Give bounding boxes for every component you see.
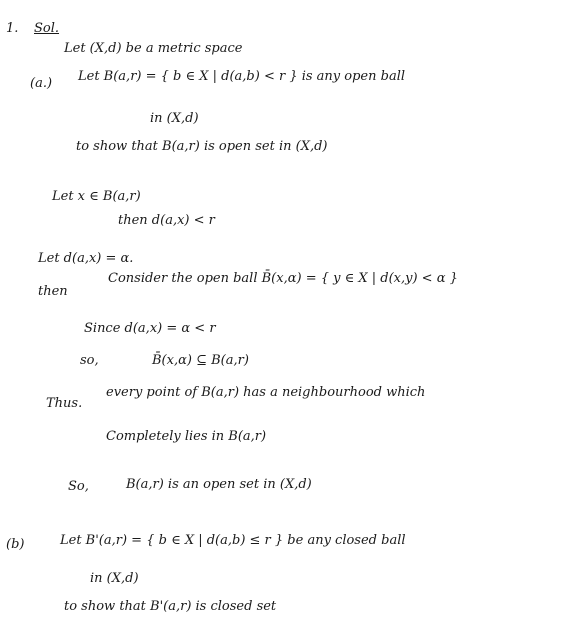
text-line: B̄(x,α) ⊆ B(a,r) [152,353,249,368]
text-line: So, [68,479,89,494]
text-line: B(a,r) is an open set in (X,d) [126,477,312,492]
text-line: then d(a,x) < r [118,213,215,228]
text-line: then [38,284,68,299]
part-label: (a.) [30,76,53,91]
part-label: (b) [6,537,25,552]
text-line: Completely lies in B(a,r) [106,429,267,444]
text-line: Let x ∈ B(a,r) [52,189,141,204]
text-line: Let B'(a,r) = { b ∈ X | d(a,b) ≤ r } be any closed ball [60,533,406,548]
text-line: Thus. [46,396,83,411]
text-line: Consider the open ball B̄(x,α) = { y ∈ X | d(x,y) < α } [108,271,458,286]
text-line: in (X,d) [150,111,199,126]
text-line: so, [80,353,99,368]
text-line: every point of B(a,r) has a neighbourhood which [106,385,426,400]
text-line: Let (X,d) be a metric space [64,41,243,56]
text-line: Let B(a,r) = { b ∈ X | d(a,b) < r } is any open ball [78,69,406,84]
text-line: Let d(a,x) = α. [38,251,134,266]
text-line: in (X,d) [90,571,139,586]
text-line: to show that B(a,r) is open set in (X,d) [76,139,328,154]
text-line: to show that B'(a,r) is closed set [64,599,277,614]
solution-label: Sol. [34,21,60,36]
question-number: 1. [6,21,19,36]
text-line: Since d(a,x) = α < r [84,321,216,336]
